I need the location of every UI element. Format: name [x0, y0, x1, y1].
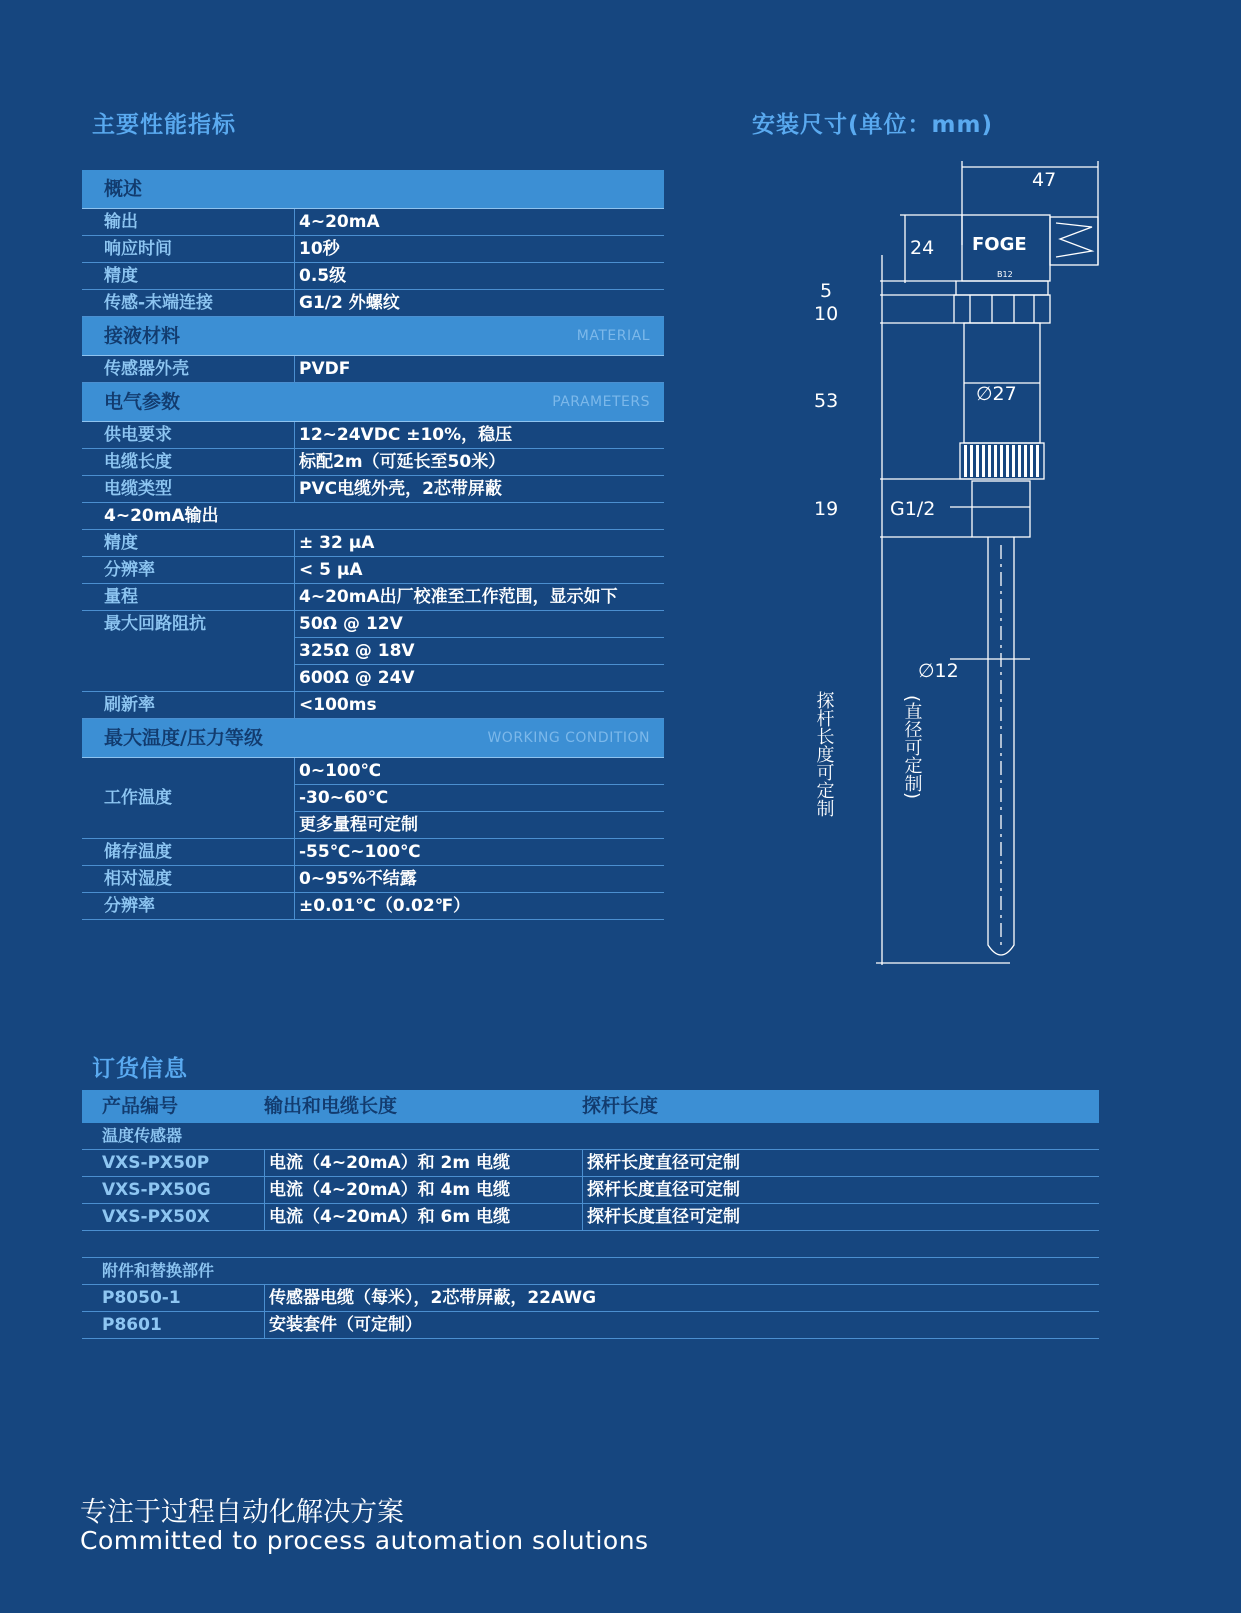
- product-code: VXS-PX50P: [102, 1153, 210, 1173]
- order-col-code: 产品编号: [102, 1095, 179, 1117]
- material-header: [82, 317, 664, 356]
- spec-key: 传感器外壳: [104, 359, 189, 379]
- order-category: 附件和替换部件: [102, 1261, 215, 1280]
- spec-key: 最大回路阻抗: [104, 614, 206, 634]
- spec-section-title: 主要性能指标: [92, 112, 236, 138]
- working-en-label: WORKING CONDITION: [487, 730, 650, 746]
- order-header: [82, 1090, 1099, 1123]
- order-col-output: 输出和电缆长度: [264, 1095, 398, 1117]
- spec-key: 供电要求: [104, 425, 172, 445]
- working-title: 最大温度/压力等级: [104, 727, 263, 749]
- spec-value: 0~95%不结露: [294, 866, 417, 892]
- part-desc: 安装套件（可定制）: [264, 1312, 422, 1338]
- spec-row: [82, 839, 664, 866]
- spec-key: 刷新率: [104, 695, 155, 715]
- spec-row: [82, 557, 664, 584]
- spec-key: 相对湿度: [104, 869, 172, 889]
- spec-key: 储存温度: [104, 842, 172, 862]
- hex-nut: [954, 295, 1050, 323]
- product-output: 电流（4~20mA）和 2m 电缆: [264, 1150, 510, 1176]
- dim-24-label: 24: [910, 237, 935, 259]
- spec-table: [82, 170, 664, 920]
- spec-value: 0.5级: [294, 263, 346, 289]
- slogan-english: Committed to process automation solutions: [80, 1526, 649, 1555]
- product-code: VXS-PX50X: [102, 1207, 210, 1227]
- part-code: P8050-1: [102, 1288, 181, 1308]
- material-en-label: MATERIAL: [576, 328, 650, 344]
- spec-row: [82, 866, 664, 893]
- probe-length-note: 探杆长度可定制: [813, 691, 835, 817]
- spec-value: 10秒: [294, 236, 340, 262]
- spec-group-temp: [82, 758, 664, 839]
- spec-value: 更多量程可定制: [299, 815, 418, 835]
- order-category-row: [82, 1123, 1099, 1150]
- dim-12-label: ∅12: [918, 660, 959, 682]
- spec-value: 4~20mA出厂校准至工作范围，显示如下: [294, 584, 618, 610]
- table-row: [82, 1150, 1099, 1177]
- spec-value: PVC电缆外壳，2芯带屏蔽: [294, 476, 502, 502]
- electric-header: [82, 383, 664, 422]
- working-header: [82, 719, 664, 758]
- spec-value: 600Ω @ 24V: [299, 668, 415, 688]
- order-category-row: [82, 1258, 1099, 1285]
- order-section-title: 订货信息: [92, 1056, 188, 1082]
- brand-logo: FOGE: [972, 234, 1027, 255]
- thread-label: G1/2: [890, 498, 936, 520]
- electric-title: 电气参数: [104, 391, 181, 413]
- spec-key: 精度: [104, 266, 138, 286]
- part-desc: 传感器电缆（每米），2芯带屏蔽，22AWG: [264, 1285, 596, 1311]
- spec-value: 325Ω @ 18V: [295, 638, 664, 665]
- table-row: [82, 1285, 1099, 1312]
- dim-27-label: ∅27: [976, 383, 1017, 405]
- spec-value: 4~20mA: [294, 209, 380, 235]
- spec-row: [82, 476, 664, 503]
- spec-subhead-row: [82, 503, 664, 530]
- overview-title: 概述: [104, 178, 143, 200]
- spec-key: 响应时间: [104, 239, 172, 259]
- spec-row: [82, 422, 664, 449]
- order-table: [82, 1090, 1099, 1339]
- material-title: 接液材料: [104, 325, 181, 347]
- spec-value: <100ms: [294, 692, 377, 718]
- product-probe: 探杆长度直径可定制: [582, 1204, 740, 1230]
- dim-10-label: 10: [814, 303, 839, 325]
- electric-en-label: PARAMETERS: [552, 394, 650, 410]
- knurl-stripes: [964, 445, 1039, 477]
- dim-5-label: 5: [820, 280, 833, 302]
- thread: [972, 481, 1030, 537]
- spec-value: -30~60℃: [295, 785, 664, 812]
- dim-19-label: 19: [814, 498, 839, 520]
- table-row: [82, 1177, 1099, 1204]
- overview-header: [82, 170, 664, 209]
- spec-value: ±0.01℃（0.02℉）: [294, 893, 470, 919]
- spec-row: [82, 692, 664, 719]
- spec-key: 传感-末端连接: [104, 293, 214, 313]
- spec-value: 0~100℃: [295, 758, 664, 785]
- connector-grip: [1056, 223, 1092, 257]
- spec-key: 工作温度: [104, 788, 172, 808]
- spec-row: [82, 356, 664, 383]
- dim-53-label: 53: [814, 390, 839, 412]
- spec-value: 12~24VDC ±10%，稳压: [294, 422, 512, 448]
- table-row: [82, 1204, 1099, 1231]
- spec-key: 输出: [104, 212, 138, 232]
- order-spacer-row: [82, 1231, 1099, 1258]
- spec-row: [82, 893, 664, 920]
- spec-row: [82, 236, 664, 263]
- spec-row: [82, 263, 664, 290]
- order-category: 温度传感器: [102, 1126, 183, 1145]
- product-output: 电流（4~20mA）和 4m 电缆: [264, 1177, 510, 1203]
- spec-row: [82, 290, 664, 317]
- model-mark: B12: [997, 270, 1013, 279]
- product-probe: 探杆长度直径可定制: [582, 1177, 740, 1203]
- spec-key: 精度: [104, 533, 138, 553]
- spec-value: 50Ω @ 12V: [295, 611, 664, 638]
- spec-subhead: 4~20mA输出: [104, 506, 219, 526]
- spec-key: 电缆长度: [104, 452, 172, 472]
- spec-row: [82, 449, 664, 476]
- spec-value: G1/2 外螺纹: [294, 290, 400, 316]
- flange-top: [956, 281, 1048, 295]
- diameter-note: (直径可定制): [901, 695, 923, 800]
- spec-key: 电缆类型: [104, 479, 172, 499]
- product-probe: 探杆长度直径可定制: [582, 1150, 740, 1176]
- spec-row: [82, 209, 664, 236]
- part-code: P8601: [102, 1315, 162, 1335]
- spec-key: 分辨率: [104, 896, 155, 916]
- dim-47-label: 47: [1032, 169, 1057, 191]
- spec-value: -55℃~100℃: [294, 839, 421, 865]
- spec-value: < 5 μA: [294, 557, 363, 583]
- spec-key: 分辨率: [104, 560, 155, 580]
- product-code: VXS-PX50G: [102, 1180, 211, 1200]
- spec-row: [82, 584, 664, 611]
- spec-value: PVDF: [294, 356, 350, 382]
- spec-row: [82, 530, 664, 557]
- spec-key: 量程: [104, 587, 138, 607]
- product-output: 电流（4~20mA）和 6m 电缆: [264, 1204, 510, 1230]
- order-col-probe: 探杆长度: [582, 1095, 659, 1117]
- slogan-chinese: 专注于过程自动化解决方案: [80, 1497, 404, 1528]
- spec-value: 标配2m（可延长至50米）: [294, 449, 505, 475]
- dimension-drawing: [813, 155, 1110, 1005]
- table-row: [82, 1312, 1099, 1339]
- install-section-title: 安装尺寸(单位：mm): [752, 112, 993, 138]
- spec-value: ± 32 μA: [294, 530, 374, 556]
- connector-plug: [1050, 217, 1098, 265]
- spec-group-loop: [82, 611, 664, 692]
